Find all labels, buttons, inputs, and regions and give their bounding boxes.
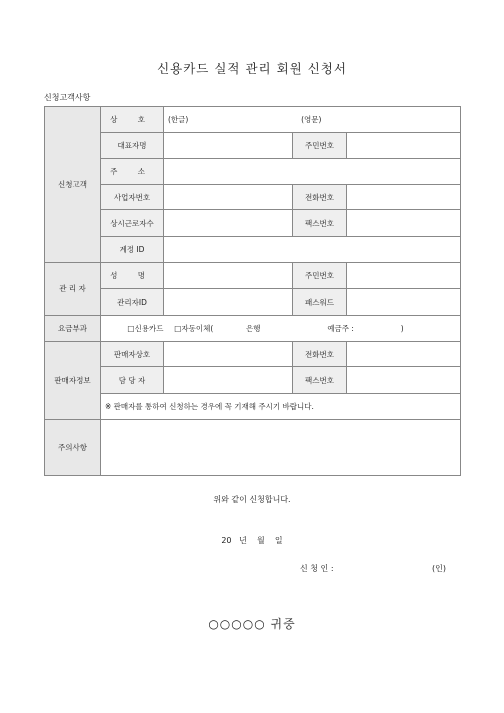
category-billing: 요금부과 (45, 315, 101, 341)
label-password: 패스워드 (293, 289, 347, 315)
label-seller-phone: 전화번호 (293, 342, 347, 367)
label-contact-person: 담 당 자 (101, 367, 164, 393)
row-seller-name (45, 342, 461, 367)
field-employees[interactable] (164, 210, 293, 236)
label-company-name: 상 호 (101, 107, 164, 133)
label-korean: (한글) (168, 115, 189, 125)
label-bank: 은행 (246, 323, 261, 333)
statement: 위와 같이 신청합니다. (213, 495, 291, 504)
label-phone: 전화번호 (293, 185, 347, 210)
category-manager: 관 리 자 (45, 263, 101, 316)
label-manager-resident-number: 주민번호 (293, 263, 347, 289)
label-seller-name: 판매자상호 (101, 342, 164, 367)
row-billing (45, 315, 461, 341)
row-representative (45, 133, 461, 158)
option-auto-transfer[interactable]: □자동이체( (174, 323, 214, 333)
label-representative: 대표자명 (101, 133, 164, 158)
category-customer: 신청고객 (45, 107, 101, 263)
label-account-id: 계정 ID (101, 236, 164, 262)
field-phone[interactable] (347, 185, 461, 210)
label-manager-id: 관리자ID (101, 289, 164, 315)
field-billing (101, 315, 461, 341)
category-seller: 판매자정보 (45, 342, 101, 420)
field-manager-resident-number[interactable] (347, 263, 461, 289)
row-seller-contact (45, 367, 461, 393)
row-manager-name (45, 263, 461, 289)
field-representative[interactable] (164, 133, 293, 158)
row-manager-id (45, 289, 461, 315)
field-notes[interactable] (101, 420, 461, 476)
field-manager-id[interactable] (164, 289, 293, 315)
label-employees: 상시근로자수 (101, 210, 164, 236)
section-label: 신청고객사항 (44, 93, 91, 102)
document-title: 신용카드 실적 관리 회원 신청서 (157, 61, 347, 76)
label-close-paren: ) (400, 323, 404, 333)
field-contact-person[interactable] (164, 367, 293, 393)
field-address[interactable] (164, 158, 461, 184)
date-line: 20 년 월 일 (221, 536, 283, 545)
seal-label: (인) (432, 564, 446, 573)
label-english: (영문) (301, 115, 322, 125)
row-account-id (45, 236, 461, 262)
category-notes: 주의사항 (45, 420, 101, 476)
field-account-id[interactable] (164, 236, 461, 262)
field-fax[interactable] (347, 210, 461, 236)
row-seller-note (45, 393, 461, 419)
label-depositor: 예금주 : (327, 323, 354, 333)
applicant-label: 신 청 인 : (300, 564, 334, 573)
row-business-number (45, 185, 461, 210)
row-notes (45, 420, 461, 476)
field-company-name[interactable] (164, 107, 461, 133)
field-seller-phone[interactable] (347, 342, 461, 367)
field-business-number[interactable] (164, 185, 293, 210)
field-seller-fax[interactable] (347, 367, 461, 393)
label-resident-number: 주민번호 (293, 133, 347, 158)
row-company-name (45, 107, 461, 133)
label-manager-name: 성 명 (101, 263, 164, 289)
option-credit-card[interactable]: □신용카드 (127, 323, 164, 333)
label-address: 주 소 (101, 158, 164, 184)
field-seller-name[interactable] (164, 342, 293, 367)
application-form-table (44, 106, 461, 476)
row-employees (45, 210, 461, 236)
seller-note: ※ 판매자를 통하여 신청하는 경우에 꼭 기재해 주시기 바랍니다. (101, 393, 461, 419)
label-seller-fax: 팩스번호 (293, 367, 347, 393)
recipient: ○○○○○ 귀중 (208, 617, 296, 631)
label-fax: 팩스번호 (293, 210, 347, 236)
field-manager-name[interactable] (164, 263, 293, 289)
field-password[interactable] (347, 289, 461, 315)
applicant-signature (300, 563, 446, 574)
row-address (45, 158, 461, 184)
field-resident-number[interactable] (347, 133, 461, 158)
label-business-number: 사업자번호 (101, 185, 164, 210)
